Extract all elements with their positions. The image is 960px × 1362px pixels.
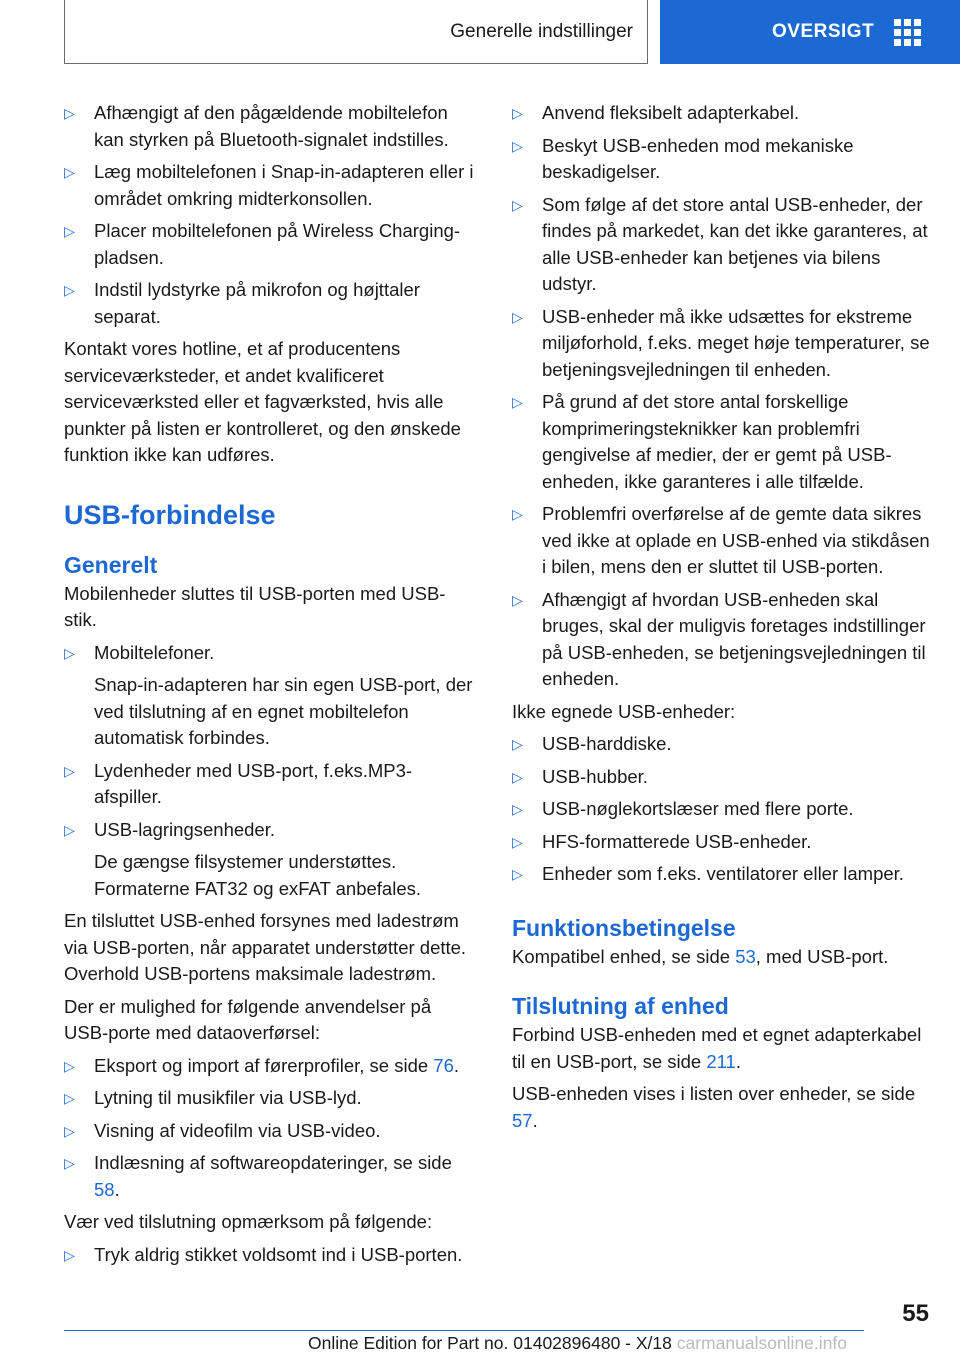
list-item: ▷ USB-hubber. bbox=[512, 764, 930, 791]
paragraph: Vær ved tilslutning opmærksom på følgende: bbox=[64, 1211, 433, 1232]
left-column bbox=[64, 100, 478, 1274]
list-item-detail: Snap-in-adapteren har sin egen USB-port, der ved tilslutning af en egnet mobiltelefon automatisk forbindes. bbox=[94, 674, 473, 748]
paragraph-text: , med USB-port. bbox=[755, 945, 889, 967]
page-link-53[interactable]: 53 bbox=[735, 945, 756, 967]
paragraph bbox=[512, 944, 930, 971]
right-column bbox=[512, 100, 930, 1140]
edition-text: Online Edition for Part no. 01402896480 - X/18 bbox=[308, 1333, 672, 1353]
list-item-text: Eksport og import af førerprofiler, se side bbox=[94, 1054, 434, 1076]
paragraph-text: Kompatibel enhed, se side bbox=[512, 945, 736, 967]
paragraph: Ikke egnede USB-enheder: bbox=[512, 700, 736, 722]
list-item: ▷ Anvend fleksibelt adapterkabel. bbox=[512, 100, 930, 127]
list-item-text: Indlæsning af softwareopdateringer, se side bbox=[94, 1152, 452, 1173]
paragraph: Forbind USB-enheden med et egnet adapterkabel til en USB-port, se side 211. bbox=[512, 1024, 922, 1072]
footer-divider bbox=[64, 1330, 864, 1331]
list-item: ▷ Problemfri overførelse af de gemte data sikres ved ikke at oplade en USB-enhed via stikdåsen i bilen, mens den er sluttet til USB-porten. bbox=[512, 501, 930, 581]
list-item: ▷ Enheder som f.eks. ventilatorer eller lamper. bbox=[512, 861, 930, 888]
list-item: ▷ Beskyt USB-enheden mod mekaniske beskadigelser. bbox=[512, 133, 930, 186]
heading-function-condition: Funktionsbetingelse bbox=[512, 914, 736, 941]
list-item: ▷ Visning af videofilm via USB-video. bbox=[64, 1118, 478, 1145]
watermark-text: carmanualsonline.info bbox=[676, 1333, 847, 1353]
list-item: ▷ Afhængigt af den pågældende mobiltelefon kan styrken på Bluetooth-signalet indstilles. bbox=[64, 100, 478, 153]
list-item: ▷ HFS-formatterede USB-enheder. bbox=[512, 829, 930, 856]
header-section-title bbox=[64, 0, 648, 64]
paragraph: Kontakt vores hotline, et af producentens serviceværksteder, et andet kvalificeret serviceværksted eller et fagværksted, hvis alle punkter på listen er kontrolleret, og den ønskede funktion ikke kan udføres. bbox=[64, 338, 461, 465]
heading-connect-device: Tilslutning af enhed bbox=[512, 993, 729, 1019]
paragraph: USB-enheden vises i listen over enheder, se side 57. bbox=[512, 1083, 916, 1131]
paragraph-text: Forbind USB-enheden med et egnet adapterkabel til en USB-port, se side bbox=[512, 1024, 922, 1072]
list-item: ▷ USB-nøglekortslæser med flere porte. bbox=[512, 796, 930, 823]
list-item: ▷ Placer mobiltelefonen på Wireless Charging-pladsen. bbox=[64, 218, 478, 271]
list-item: ▷ Eksport og import af førerprofiler, se side 76. bbox=[64, 1053, 478, 1080]
overview-label: OVERSIGT bbox=[772, 21, 875, 42]
list-item: ▷ USB-enheder må ikke udsættes for ekstreme miljøforhold, f.eks. meget høje temperaturer, se betjeningsvejledningen til enheden. bbox=[512, 304, 930, 384]
page-link-76[interactable]: 76 bbox=[433, 1054, 454, 1076]
paragraph: En tilsluttet USB-enhed forsynes med ladestrøm via USB-porten, når apparatet understøtter dette. Overhold USB-portens maksimale ladestrøm. bbox=[64, 910, 467, 984]
paragraph: Mobilenheder sluttes til USB-porten med USB-stik. bbox=[64, 582, 446, 630]
paragraph: Der er mulighed for følgende anvendelser på USB-porte med dataoverførsel: bbox=[64, 995, 432, 1043]
footer-edition bbox=[308, 1333, 847, 1354]
section-title-text: Generelle indstillinger bbox=[450, 20, 633, 42]
list-item: ▷ Lydenheder med USB-port, f.eks.MP3-afspiller. bbox=[64, 758, 478, 811]
grid-menu-icon bbox=[894, 19, 921, 46]
list-item-detail: De gængse filsystemer understøttes. Formaterne FAT32 og exFAT anbefales. bbox=[94, 851, 422, 899]
list-item: ▷ Afhængigt af hvordan USB-enheden skal bruges, skal der muligvis foretages indstillinger på USB-enheden, se betjeningsvejledningen til enheden. bbox=[512, 587, 930, 693]
list-item: ▷ Læg mobiltelefonen i Snap-in-adapteren eller i området omkring midterkonsollen. bbox=[64, 159, 478, 212]
list-item: ▷ Indlæsning af softwareopdateringer, se side 58. bbox=[64, 1150, 478, 1203]
list-item: ▷ USB-harddiske. bbox=[512, 731, 930, 758]
list-item: ▷ Lytning til musikfiler via USB-lyd. bbox=[64, 1085, 478, 1112]
page-link-211[interactable]: 211 bbox=[706, 1050, 736, 1072]
paragraph-text: USB-enheden vises i listen over enheder, se side bbox=[512, 1083, 916, 1104]
heading-usb-connection: USB-forbindelse bbox=[64, 499, 276, 530]
list-item: ▷ Indstil lydstyrke på mikrofon og højttaler separat. bbox=[64, 277, 478, 330]
list-item: ▷ Mobiltelefoner. bbox=[64, 640, 478, 667]
heading-general: Generelt bbox=[64, 551, 158, 578]
overview-button[interactable] bbox=[660, 0, 960, 64]
page-link-57[interactable]: 57 bbox=[512, 1109, 533, 1131]
list-item: ▷ USB-lagringsenheder. bbox=[64, 817, 478, 844]
list-item: ▷ Tryk aldrig stikket voldsomt ind i USB-porten. bbox=[64, 1242, 478, 1269]
page-link-58[interactable]: 58 bbox=[94, 1178, 115, 1200]
page-number: 55 bbox=[902, 1300, 929, 1327]
list-item: ▷ På grund af det store antal forskellige komprimeringsteknikker kan problemfri gengivelse af medier, der er gemt på USB-enheden, ikke garanteres i alle tilfælde. bbox=[512, 389, 930, 495]
list-item: ▷ Som følge af det store antal USB-enheder, der findes på markedet, kan det ikke garanteres, at alle USB-enheder kan betjenes via bilens udstyr. bbox=[512, 192, 930, 298]
